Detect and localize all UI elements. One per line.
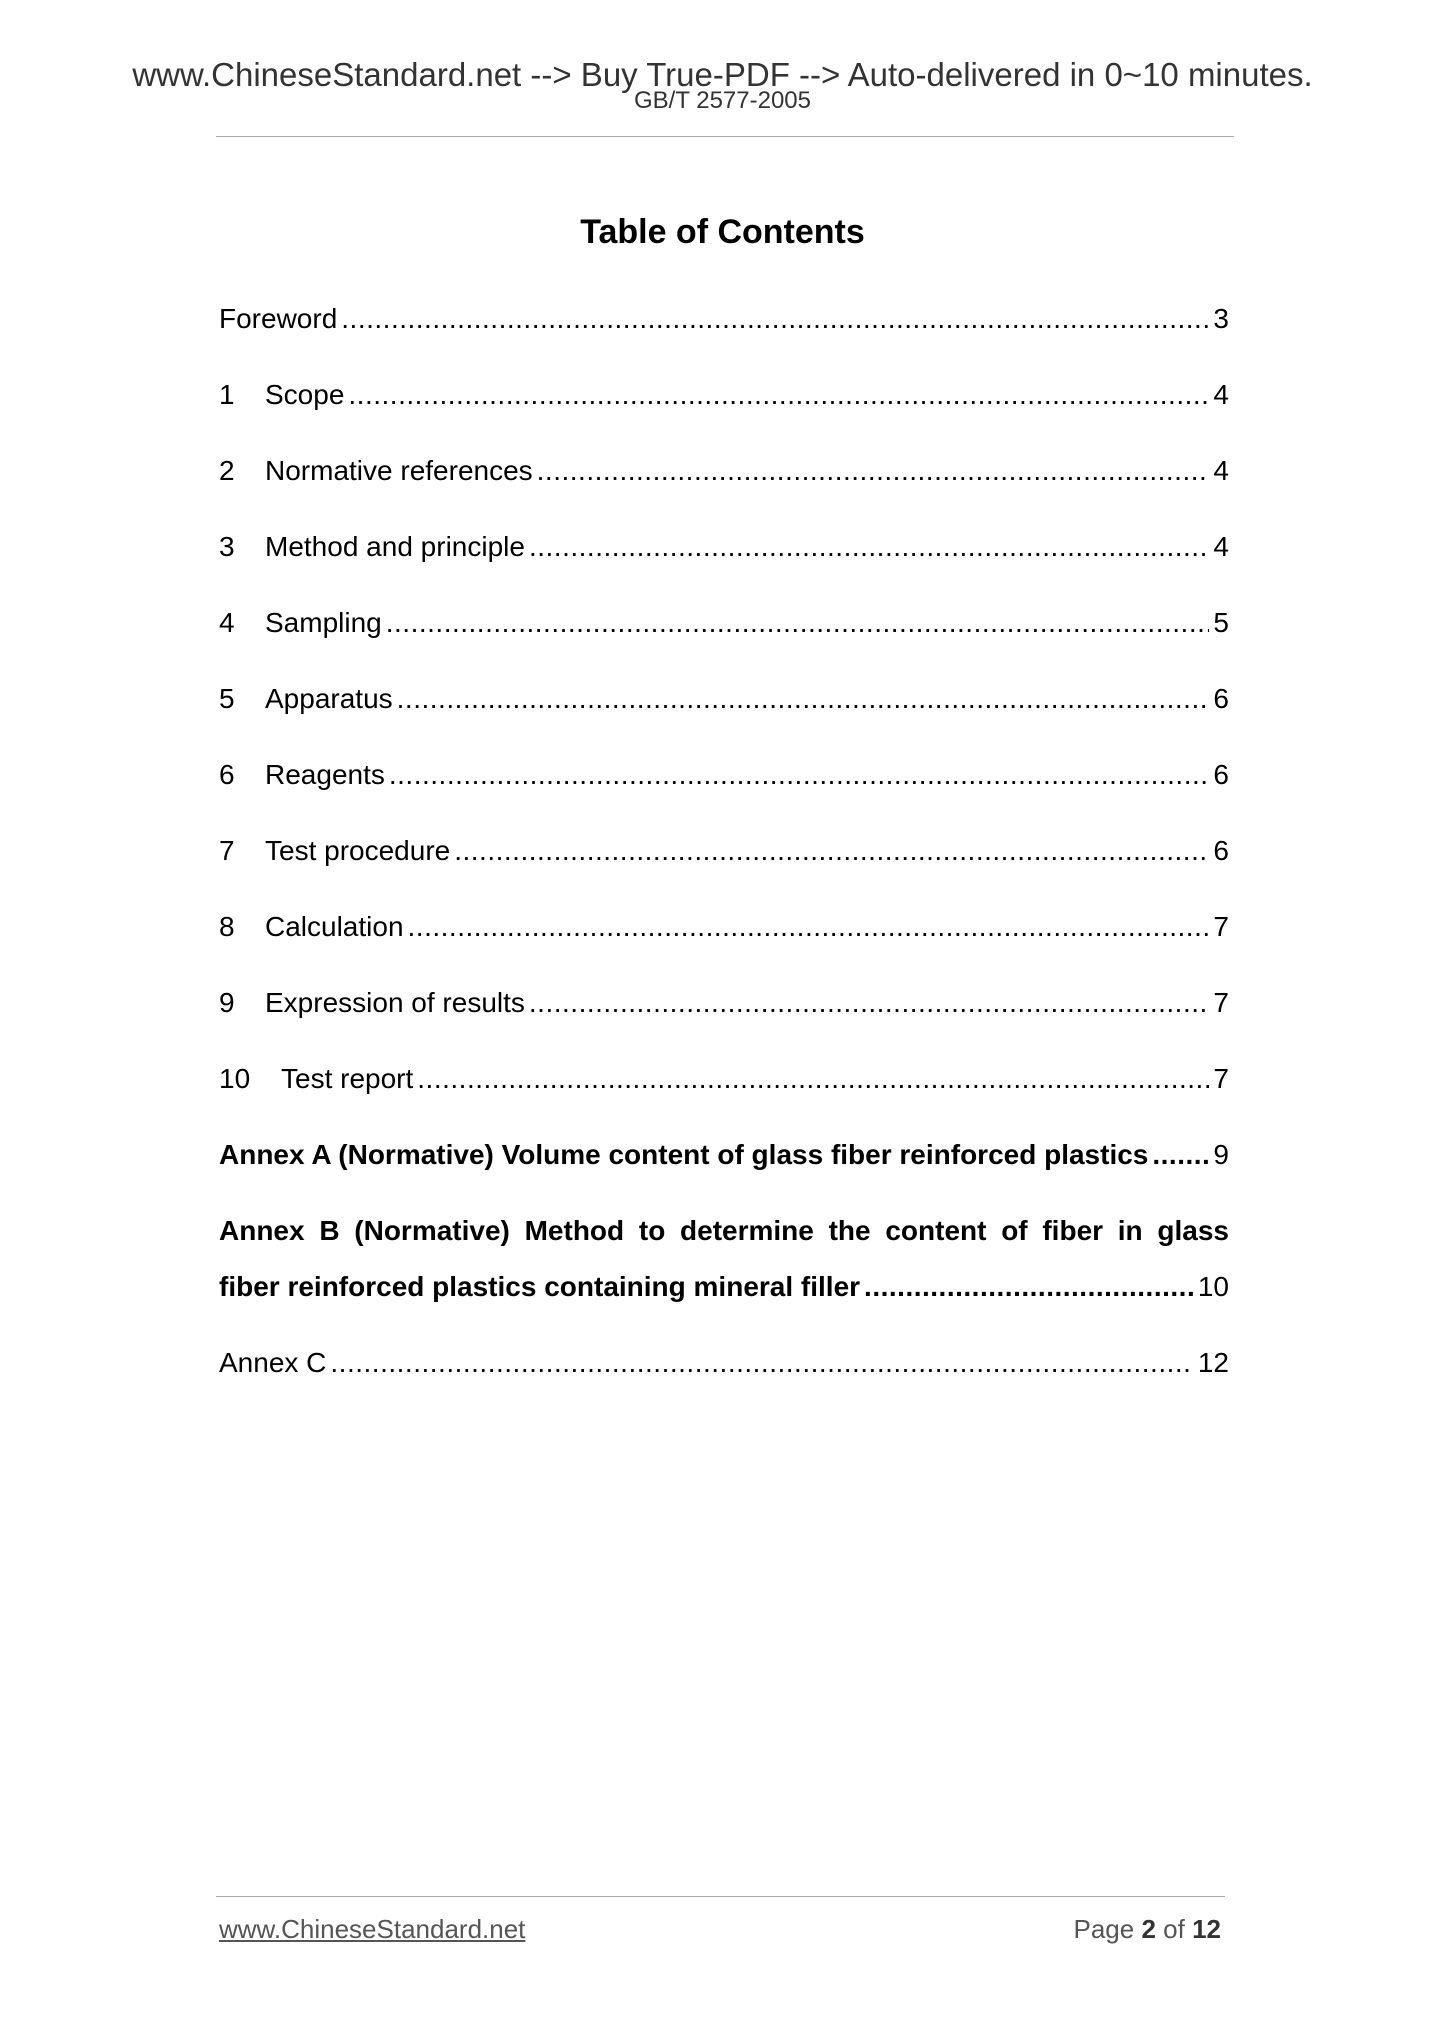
toc-entry-page: 4 <box>1213 455 1229 486</box>
toc-entry-number: 4 <box>219 607 235 638</box>
toc-entry-page: 4 <box>1213 531 1229 562</box>
toc-entry-label: Calculation <box>265 911 404 942</box>
dot-leader <box>537 448 1210 494</box>
toc-entry-page: 3 <box>1213 303 1229 334</box>
toc-entry-label: Test report <box>281 1063 414 1094</box>
dot-leader <box>389 752 1210 798</box>
toc-entry-label: Annex C <box>219 1347 327 1378</box>
toc-entry-label: Apparatus <box>265 683 393 714</box>
toc-entry-page: 5 <box>1213 607 1229 638</box>
toc-entry-foreword[interactable] <box>219 296 1229 372</box>
toc-entry-label: Sampling <box>265 607 382 638</box>
page-of: of <box>1163 1914 1185 1944</box>
toc-entry-label: Method and principle <box>265 531 525 562</box>
toc-entry-page: 9 <box>1213 1139 1229 1170</box>
dot-leader <box>397 676 1210 722</box>
toc-entry-page: 12 <box>1197 1347 1229 1378</box>
page-prefix: Page <box>1073 1914 1135 1944</box>
toc-entry-number: 5 <box>219 683 235 714</box>
toc-entry-reagents[interactable] <box>219 752 1229 828</box>
toc-entry-annex-a[interactable] <box>219 1132 1229 1208</box>
footer-website-link[interactable]: www.ChineseStandard.net <box>219 1914 526 1944</box>
toc-entry-label: Test procedure <box>265 835 451 866</box>
current-page-number: 2 <box>1141 1914 1156 1944</box>
toc-entry-apparatus[interactable] <box>219 676 1229 752</box>
toc-entry-page: 6 <box>1213 759 1229 790</box>
dot-leader <box>864 1264 1194 1310</box>
dot-leader <box>386 600 1210 646</box>
toc-entry-scope[interactable] <box>219 372 1229 448</box>
toc-entry-number: 1 <box>219 379 235 410</box>
toc-entry-sampling[interactable] <box>219 600 1229 676</box>
toc-entry-method-and-principle[interactable] <box>219 524 1229 600</box>
toc-entry-page: 7 <box>1213 911 1229 942</box>
toc-entry-number: 8 <box>219 911 235 942</box>
toc-entry-expression-of-results[interactable] <box>219 980 1229 1056</box>
toc-entry-page: 6 <box>1213 835 1229 866</box>
toc-entry-test-report[interactable] <box>219 1056 1229 1132</box>
toc-entry-annex-c[interactable] <box>219 1340 1229 1416</box>
toc-title: Table of Contents <box>580 213 865 251</box>
toc-entry-calculation[interactable] <box>219 904 1229 980</box>
dot-leader <box>417 1056 1209 1102</box>
toc-entry-normative-references[interactable] <box>219 448 1229 524</box>
table-of-contents <box>219 296 1229 1416</box>
site-banner[interactable]: www.ChineseStandard.net --> Buy True-PDF --> Auto-delivered in 0~10 minutes. <box>132 56 1313 93</box>
toc-entry-test-procedure[interactable] <box>219 828 1229 904</box>
toc-entry-label: Foreword <box>219 303 338 334</box>
toc-entry-label: Reagents <box>265 759 385 790</box>
header-divider <box>216 136 1234 137</box>
dot-leader <box>348 372 1209 418</box>
dot-leader <box>529 980 1210 1026</box>
toc-entry-page: 6 <box>1213 683 1229 714</box>
toc-entry-label: Scope <box>265 379 345 410</box>
dot-leader <box>341 296 1209 342</box>
toc-entry-annex-b[interactable] <box>219 1208 1229 1340</box>
toc-entry-number: 9 <box>219 987 235 1018</box>
dot-leader <box>330 1340 1193 1386</box>
toc-entry-label: Annex A (Normative) Volume content of glass fiber reinforced plastics <box>219 1139 1149 1170</box>
dot-leader <box>408 904 1210 950</box>
toc-entry-number: 2 <box>219 455 235 486</box>
toc-entry-number: 7 <box>219 835 235 866</box>
total-page-count: 12 <box>1192 1914 1221 1944</box>
dot-leader <box>529 524 1209 570</box>
toc-entry-number: 3 <box>219 531 235 562</box>
toc-entry-page: 7 <box>1213 987 1229 1018</box>
page-indicator <box>1073 1914 1221 1945</box>
dot-leader <box>1152 1132 1209 1178</box>
dot-leader <box>454 828 1209 874</box>
toc-entry-label-line1: Annex B (Normative) Method to determine the content of fiber in glass <box>219 1215 1229 1246</box>
toc-entry-label: Expression of results <box>265 987 525 1018</box>
toc-entry-label: Normative references <box>265 455 533 486</box>
toc-entry-number: 6 <box>219 759 235 790</box>
toc-entry-page: 4 <box>1213 379 1229 410</box>
footer-divider <box>216 1896 1225 1897</box>
toc-entry-label-line2: fiber reinforced plastics containing mineral filler <box>219 1271 861 1302</box>
toc-entry-page: 10 <box>1197 1271 1229 1302</box>
toc-entry-number: 10 <box>219 1063 251 1094</box>
toc-entry-page: 7 <box>1213 1063 1229 1094</box>
document-code: GB/T 2577-2005 <box>633 87 811 114</box>
